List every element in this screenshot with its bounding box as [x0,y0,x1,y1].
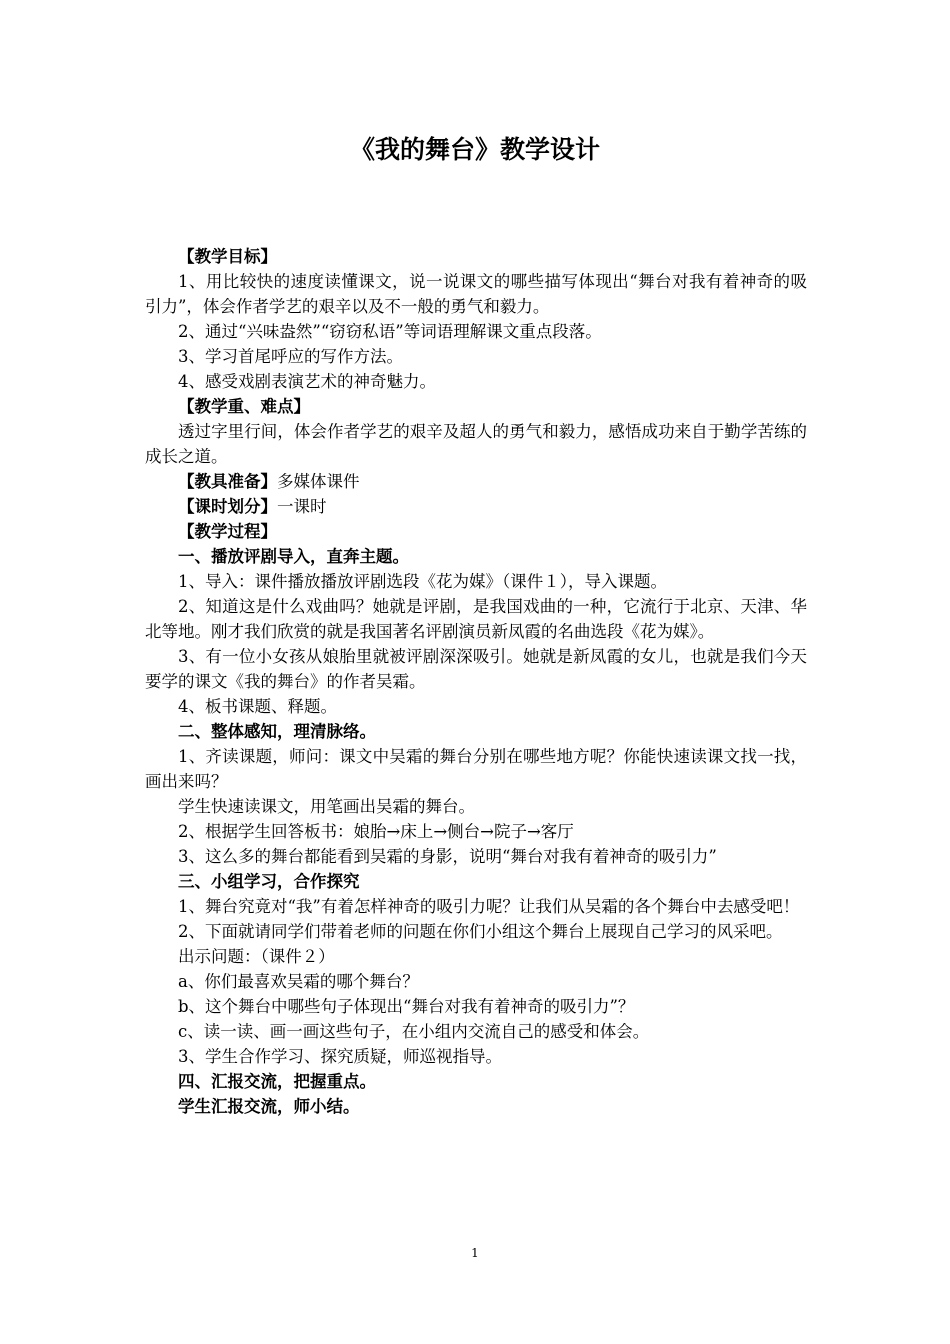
document-body [145,244,807,1119]
goal-item: 1、用比较快的速度读懂课文，说一说课文的哪些描写体现出“舞台对我有着神奇的吸引力”，体会作者学艺的艰辛以及不一般的勇气和毅力。 [145,272,807,316]
teaching-tools-label: 【教具准备】 [178,472,277,491]
paragraph: 3、这么多的舞台都能看到吴霜的身影，说明“舞台对我有着神奇的吸引力” [178,847,717,866]
goals-heading: 【教学目标】 [178,247,277,266]
section-heading-4: 四、汇报交流，把握重点。 [178,1072,376,1091]
paragraph: 4、板书课题、释题。 [178,697,337,716]
class-hours [145,494,807,519]
paragraph: c、读一读、画一画这些句子，在小组内交流自己的感受和体会。 [178,1022,650,1041]
paragraph: 2、知道这是什么戏曲吗？她就是评剧，是我国戏曲的一种，它流行于北京、天津、华北等地。刚才我们欣赏的就是我国著名评剧演员新凤霞的名曲选段《花为媒》。 [145,597,807,641]
paragraph: 学生快速读课文，用笔画出吴霜的舞台。 [178,797,475,816]
teaching-tools [145,469,807,494]
process-heading: 【教学过程】 [178,522,277,541]
paragraph: b、这个舞台中哪些句子体现出“舞台对我有着神奇的吸引力”？ [178,997,635,1016]
key-points-text: 透过字里行间，体会作者学艺的艰辛及超人的勇气和毅力，感悟成功来自于勤学苦练的成长之道。 [145,422,807,466]
paragraph-bold: 学生汇报交流，师小结。 [178,1097,360,1116]
document-title: 《我的舞台》教学设计 [349,135,600,164]
paragraph: 1、舞台究竟对“我”有着怎样神奇的吸引力呢？让我们从吴霜的各个舞台中去感受吧！ [178,897,800,916]
teaching-tools-value: 多媒体课件 [277,472,360,491]
paragraph: 2、根据学生回答板书：娘胎→床上→侧台→院子→客厅 [178,822,574,841]
class-hours-value: 一课时 [277,497,327,516]
paragraph: 2、下面就请同学们带着老师的问题在你们小组这个舞台上展现自己学习的风采吧。 [178,922,783,941]
paragraph: a、你们最喜欢吴霜的哪个舞台？ [178,972,419,991]
class-hours-label: 【课时划分】 [178,497,277,516]
section-heading-3: 三、小组学习，合作探究 [178,872,360,891]
goal-item: 3、学习首尾呼应的写作方法。 [178,347,403,366]
goal-item: 2、通过“兴味盎然”“窃窃私语”等词语理解课文重点段落。 [178,322,602,341]
paragraph: 出示问题：（课件２） [178,947,335,966]
goal-item: 4、感受戏剧表演艺术的神奇魅力。 [178,372,436,391]
paragraph: 1、齐读课题，师问：课文中吴霜的舞台分别在哪些地方呢？你能快速读课文找一找，画出来吗？ [145,747,807,791]
paragraph: 3、学生合作学习、探究质疑，师巡视指导。 [178,1047,502,1066]
section-heading-1: 一、播放评剧导入，直奔主题。 [178,547,409,566]
paragraph: 1、导入：课件播放播放评剧选段《花为媒》（课件１），导入课题。 [178,572,667,591]
paragraph: 3、有一位小女孩从娘胎里就被评剧深深吸引。她就是新凤霞的女儿，也就是我们今天要学的课文《我的舞台》的作者吴霜。 [145,647,807,691]
key-points-heading: 【教学重、难点】 [178,397,310,416]
page-number: 1 [471,1246,479,1260]
section-heading-2: 二、整体感知，理清脉络。 [178,722,376,741]
